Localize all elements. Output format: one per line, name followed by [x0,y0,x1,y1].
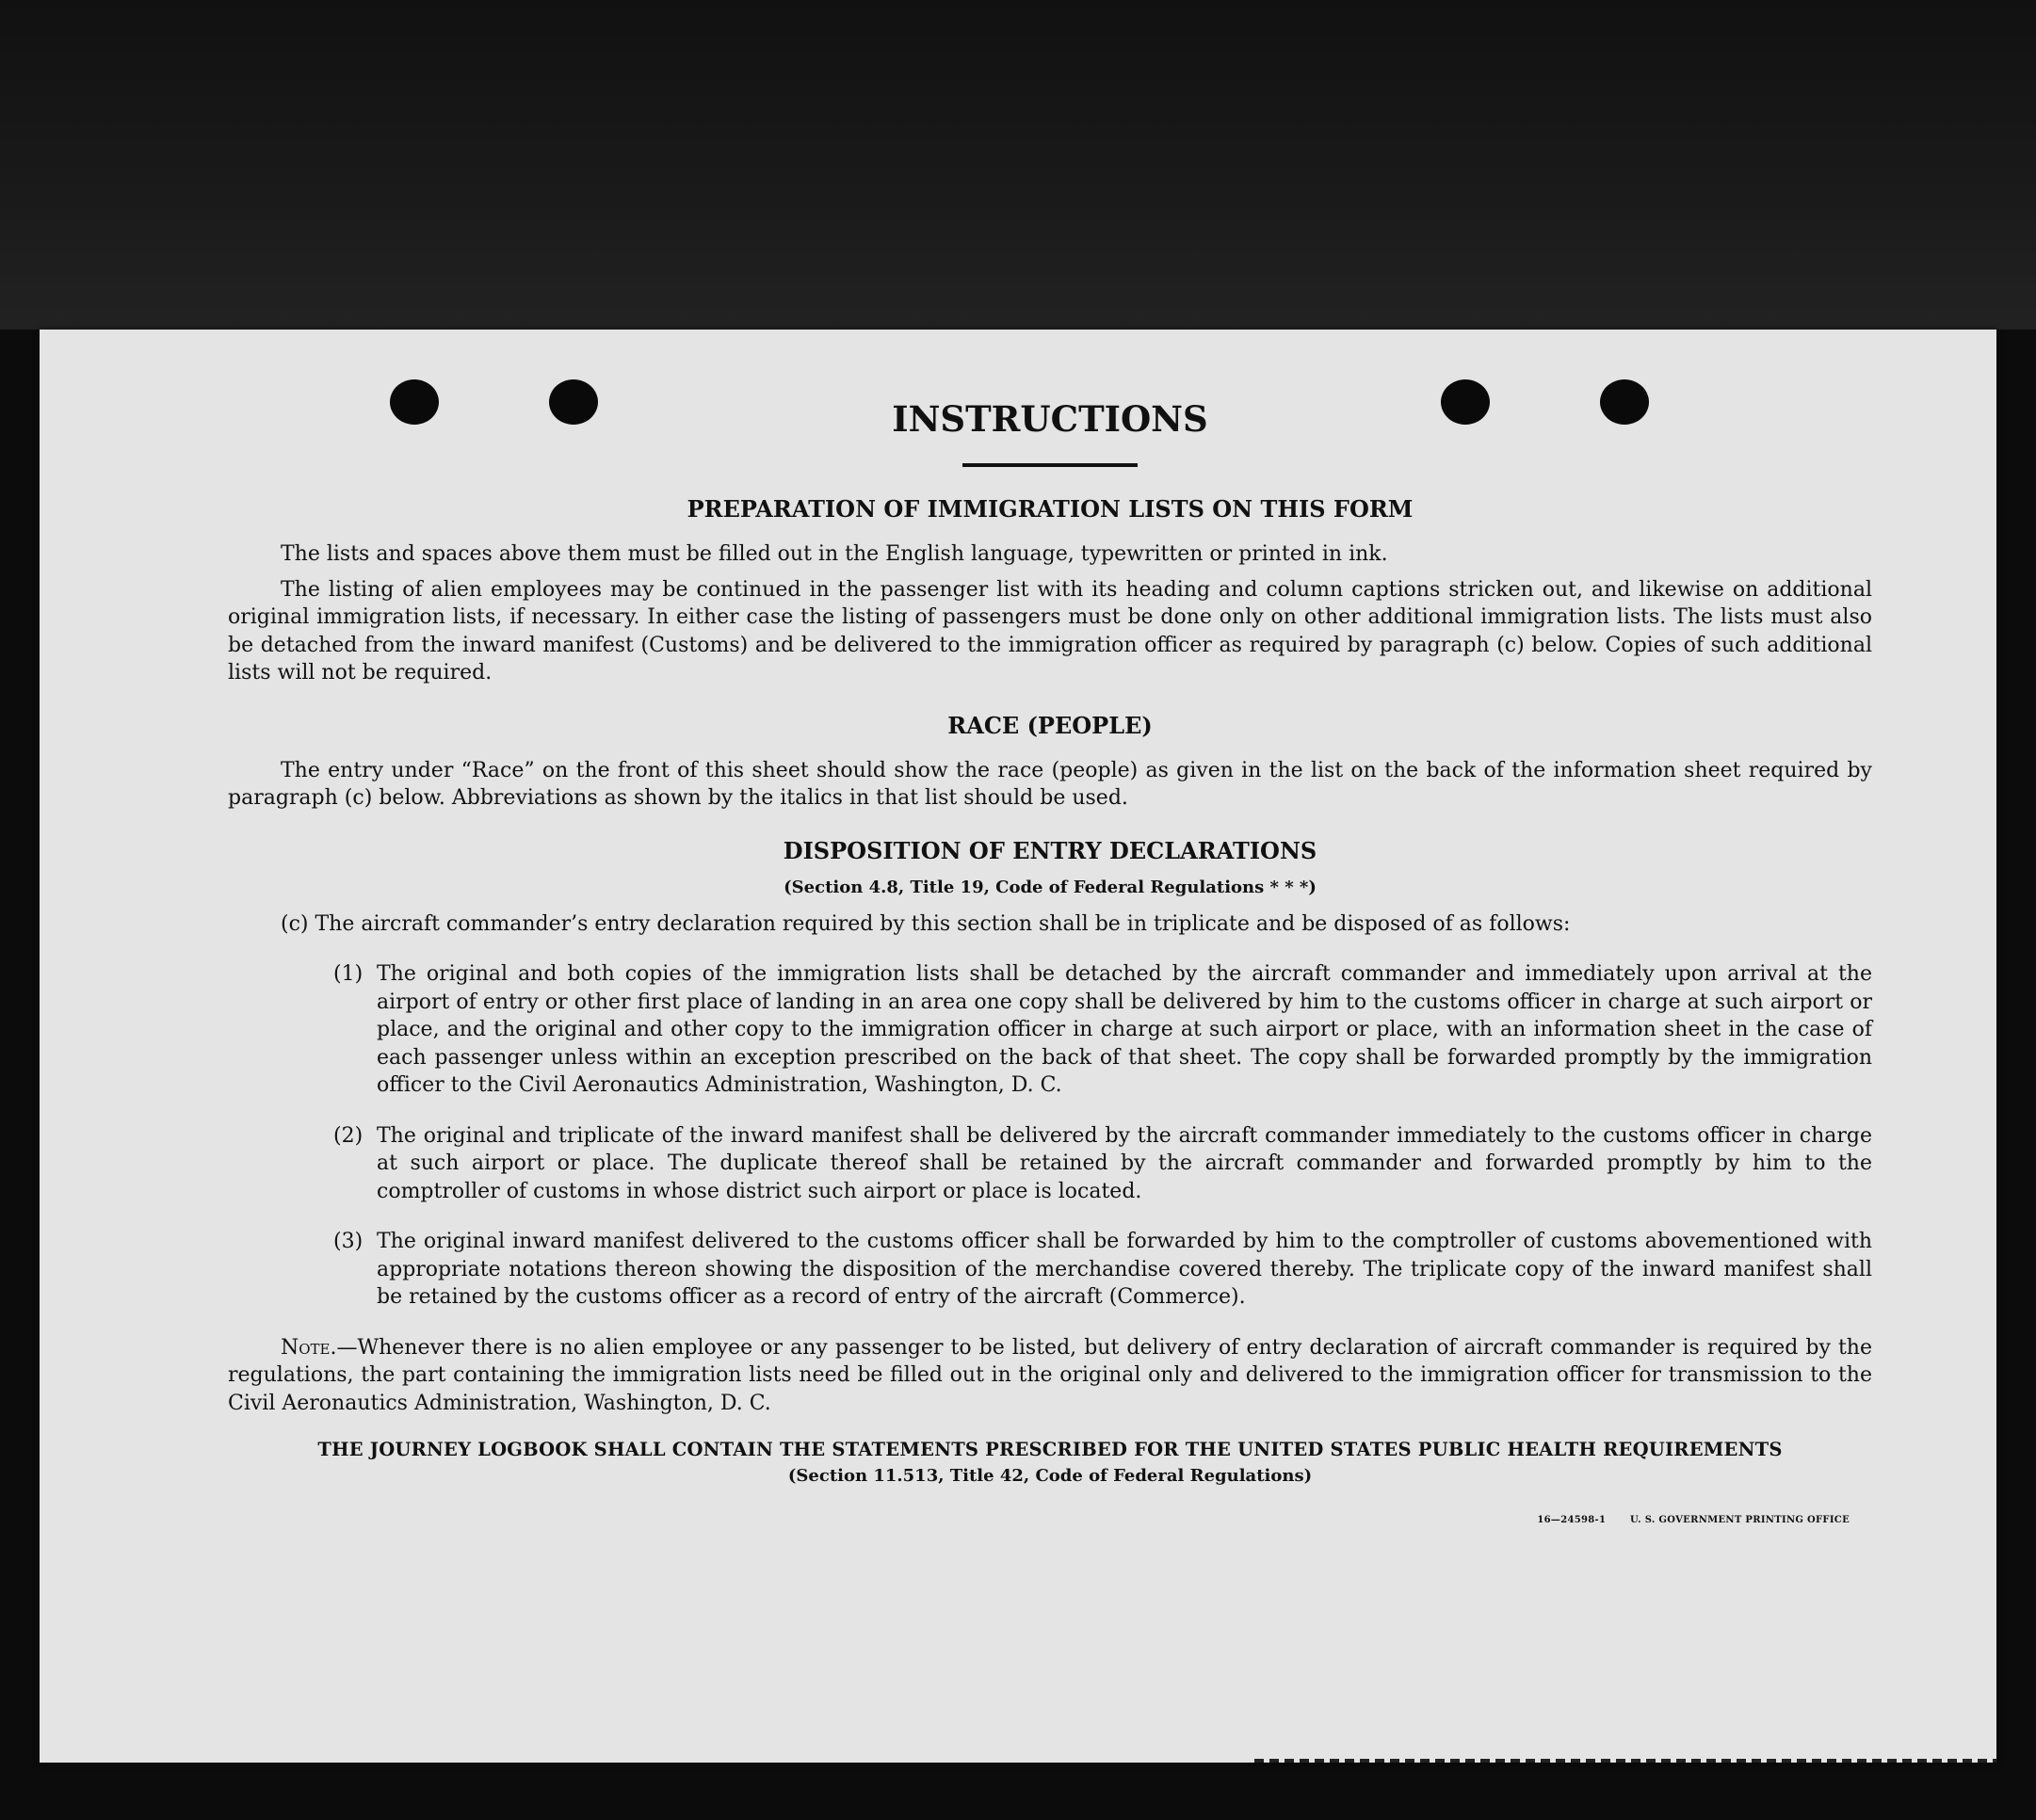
document-title: INSTRUCTIONS [892,398,1208,440]
paragraph-preparation-2: The listing of alien employees may be continued in the passenger list with its heading and column captions stricken out, and likewise on additional original immigration lists, if necessary. In either case the listing of passengers must be done only on other additional immigration lists. The lists must also be detached from the inward manifest (Customs) and be delivered to the immigration officer as required by paragraph (c) below. Copies of such additional lists will not be required. [228,577,1872,685]
note-paragraph [228,1334,1872,1418]
perforated-edge [1254,1759,1996,1763]
item-number: (1) [333,962,364,986]
health-citation: (Section 11.513, Title 42, Code of Federal Regulations) [787,1466,1313,1486]
paragraph-preparation-1: The lists and spaces above them must be filled out in the English language, typewritten or printed in ink. [281,542,1388,566]
item-text: The original inward manifest delivered to the customs officer shall be forwarded by him to the comptroller of customs abovementioned with appropriate notations thereon showing the disposition of the merchandise covered thereby. The triplicate copy of the inward manifest shall be retained by the customs officer as a record of entry of the aircraft (Commerce). [377,1230,1872,1309]
list-item [333,1228,1872,1312]
note-label: Note. [281,1335,337,1360]
document-body [228,395,1872,1525]
clause-c: (c) The aircraft commander’s entry declaration required by this section shall be in triplicate and be disposed of as follows: [281,911,1571,936]
item-number: (2) [333,1123,364,1148]
printer-name: U. S. GOVERNMENT PRINTING OFFICE [1630,1515,1850,1525]
citation-disposition: (Section 4.8, Title 19, Code of Federal Regulations * * *) [784,877,1317,897]
heading-preparation: PREPARATION OF IMMIGRATION LISTS ON THIS FORM [687,495,1414,523]
title-rule [962,463,1138,467]
health-statement: THE JOURNEY LOGBOOK SHALL CONTAIN THE STATEMENTS PRESCRIBED FOR THE UNITED STATES PUBLIC HEALTH REQUIREMENTS [317,1439,1783,1460]
paragraph-race: The entry under “Race” on the front of this sheet should show the race (people) as given in the list on the back of the information sheet required by paragraph (c) below. Abbreviations as shown by the italics in that list should be used. [228,758,1872,810]
instruction-sheet [40,330,1996,1763]
item-text: The original and triplicate of the inward manifest shall be delivered by the aircraft commander immediately to the customs officer in charge at such airport or place. The duplicate thereof shall be retained by the aircraft commander and forwarded promptly by him to the comptroller of customs in whose district such airport or place is located. [377,1123,1872,1203]
heading-disposition: DISPOSITION OF ENTRY DECLARATIONS [783,836,1317,864]
note-text: —Whenever there is no alien employee or any passenger to be listed, but delivery of entry declaration of aircraft commander is required by the regulations, the part containing the immigration lists need be filled out in the original only and delivered to the immigration officer for transmission to the Civil Aeronautics Administration, Washington, D. C. [228,1335,1872,1415]
form-number: 16—24598-1 [1537,1515,1607,1525]
list-item [333,1122,1872,1206]
printer-footer [228,1515,1872,1525]
scan-background [0,0,2036,330]
list-item [333,960,1872,1100]
heading-race: RACE (PEOPLE) [947,711,1153,739]
item-number: (3) [333,1230,364,1253]
item-text: The original and both copies of the immigration lists shall be detached by the aircraft commander and immediately upon arrival at the airport of entry or other first place of landing in an area one copy shall be delivered by him to the customs officer in charge at such airport or place, and the original and other copy to the immigration officer in charge at such airport or place, with an information sheet in the case of each passenger unless within an exception prescribed on the back of that sheet. The copy shall be forwarded promptly by the immigration officer to the Civil Aeronautics Administration, Washington, D. C. [377,962,1872,1097]
